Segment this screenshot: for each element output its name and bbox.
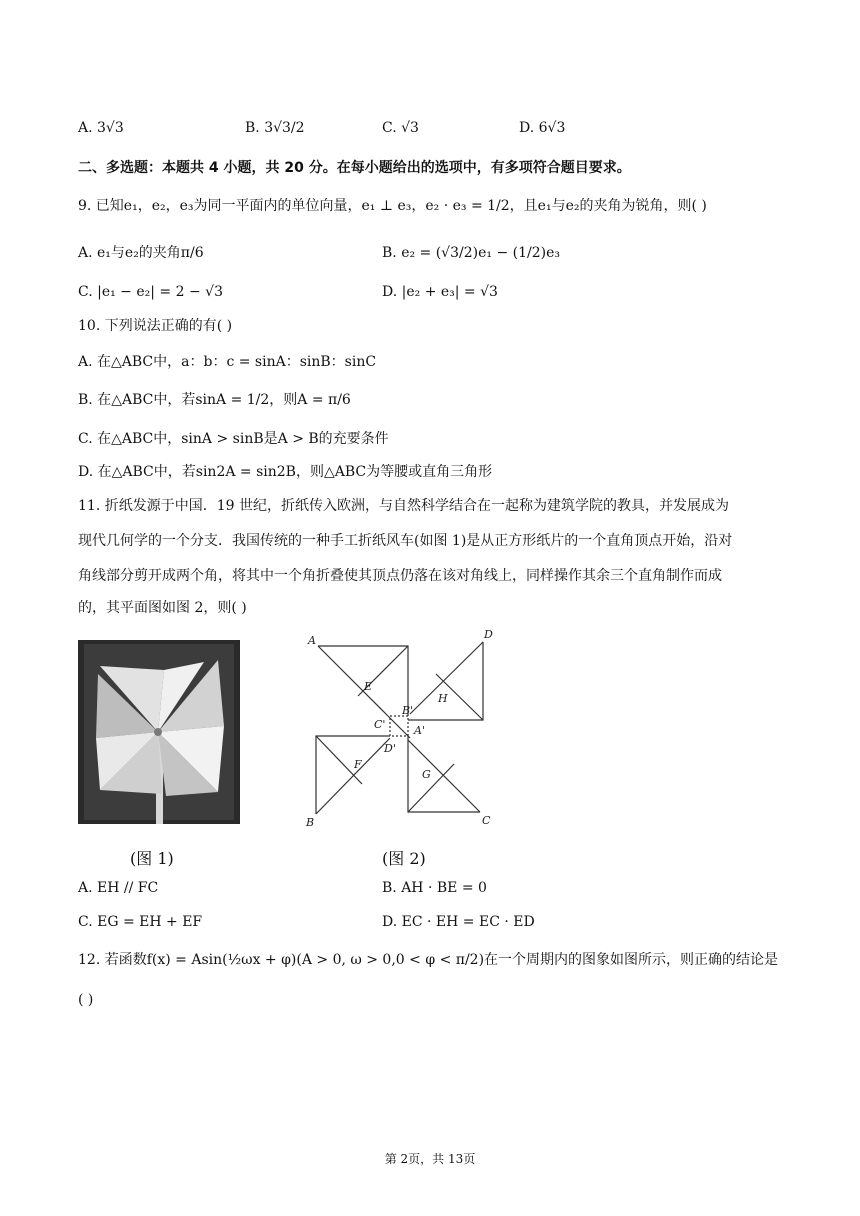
q8-option-c: C. √3 — [382, 120, 419, 136]
q8-option-b: B. 3√3/2 — [245, 120, 305, 136]
q11-option-c: C. EG = EH + EF — [78, 914, 203, 930]
label-F: F — [354, 758, 362, 771]
page-footer: 第 2页，共 13页 — [384, 1152, 476, 1166]
q11-line-2: 现代几何学的一个分支．我国传统的一种手工折纸风车(如图 1)是从正方形纸片的一个直角顶点开始，沿对 — [78, 533, 733, 549]
q10-option-c: C. 在△ABC中，sinA > sinB是A > B的充要条件 — [78, 431, 389, 447]
q10-option-a: A. 在△ABC中，a：b：c = sinA：sinB：sinC — [78, 354, 377, 370]
figure-1-caption: (图 1) — [130, 849, 174, 868]
label-B-prime: B' — [402, 704, 414, 717]
q11-option-b: B. AH · BE = 0 — [382, 880, 487, 896]
q10-option-b: B. 在△ABC中，若sinA = 1/2，则A = π/6 — [78, 392, 351, 408]
figure-2-caption: (图 2) — [382, 849, 426, 868]
q11-line-1: 11. 折纸发源于中国．19 世纪，折纸传入欧洲，与自然科学结合在一起称为建筑学院的教具，并发展成为 — [78, 498, 729, 514]
q9-option-a: A. e₁与e₂的夹角π/6 — [78, 245, 204, 261]
q12-stem-line-1: 12. 若函数f(x) = Asin(½ωx + φ)(A > 0, ω > 0,0 < φ < π/2)在一个周期内的图象如图所示，则正确的结论是 — [78, 952, 779, 968]
q11-option-d: D. EC · EH = EC · ED — [382, 914, 535, 930]
figure-2-diagram — [298, 628, 510, 828]
q11-line-4: 的，其平面图如图 2，则( ) — [78, 600, 247, 616]
q9-option-d: D. |e₂ + e₃| = √3 — [382, 284, 498, 300]
section-heading: 二、多选题：本题共 4 小题，共 20 分。在每小题给出的选项中，有多项符合题目要求。 — [78, 160, 631, 176]
q8-option-d: D. 6√3 — [519, 120, 566, 136]
label-A-prime: A' — [414, 724, 425, 737]
q9-option-b: B. e₂ = (√3/2)e₁ − (1/2)e₃ — [382, 245, 560, 261]
label-B: B — [306, 816, 315, 828]
q10-stem: 10. 下列说法正确的有( ) — [78, 318, 233, 334]
label-C: C — [482, 814, 491, 827]
q11-option-a: A. EH // FC — [78, 880, 159, 896]
label-C-prime: C' — [374, 718, 386, 731]
q10-option-d: D. 在△ABC中，若sin2A = sin2B，则△ABC为等腰或直角三角形 — [78, 464, 493, 480]
label-E: E — [364, 680, 373, 693]
q9-option-c: C. |e₁ − e₂| = 2 − √3 — [78, 284, 223, 300]
q8-option-a: A. 3√3 — [78, 120, 124, 136]
q12-stem-line-2: ( ) — [78, 992, 94, 1008]
label-H: H — [438, 692, 448, 705]
label-A: A — [308, 634, 316, 647]
label-G: G — [422, 768, 431, 781]
q11-line-3: 角线部分剪开成两个角，将其中一个角折叠使其顶点仍落在该对角线上，同样操作其余三个直角制作而成 — [78, 568, 722, 584]
label-D: D — [484, 628, 493, 641]
figure-1-pinwheel-photo — [78, 640, 240, 824]
label-D-prime: D' — [384, 742, 396, 755]
q9-stem: 9. 已知e₁，e₂，e₃为同一平面内的单位向量，e₁ ⊥ e₃，e₂ · e₃ = 1/2，且e₁与e₂的夹角为锐角，则( ) — [78, 198, 707, 214]
